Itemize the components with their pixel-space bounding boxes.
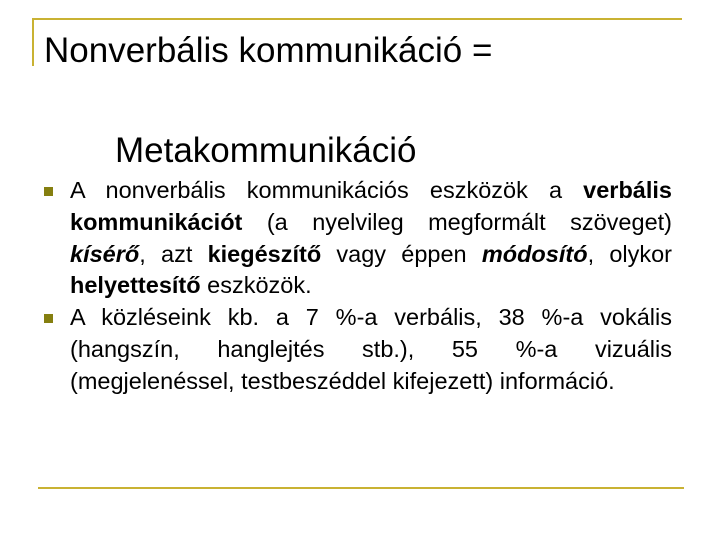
text-segment: (a nyelvileg megformált szöveget) (242, 208, 672, 235)
square-bullet-icon (44, 187, 53, 196)
frame-top-line (32, 18, 682, 20)
text-segment: A nonverbális kommunikációs eszközök a (70, 177, 584, 203)
text-segment: , olykor (587, 240, 673, 267)
bold-italic-segment: módosító (481, 240, 588, 267)
bullet-list (44, 175, 672, 398)
bold-segment: helyettesítő (70, 272, 201, 299)
frame-bottom-line (38, 487, 684, 489)
text-segment: A közléseink kb. a 7 %-a verbális, 38 %-a vokális (hangszín, hanglejtés stb.), 55 %-a vizuális (megjelenéssel, testbeszéddel kifejezett) információ. (70, 304, 672, 394)
square-bullet-icon (44, 314, 53, 323)
bold-segment: kiegészítő (207, 240, 322, 267)
bullet-item-2 (44, 302, 672, 397)
text-segment: vagy éppen (321, 240, 482, 267)
slide-title: Nonverbális kommunikáció = (44, 31, 493, 70)
bold-italic-segment: kísérő (70, 240, 140, 267)
text-segment: eszközök. (200, 272, 312, 299)
frame-left-line (32, 18, 34, 66)
bold-segment: verbális kommunikációt (70, 177, 672, 235)
bullet-item-1 (44, 175, 672, 302)
slide-title-second-line: Metakommunikáció (115, 131, 417, 170)
text-segment: , azt (139, 240, 208, 267)
